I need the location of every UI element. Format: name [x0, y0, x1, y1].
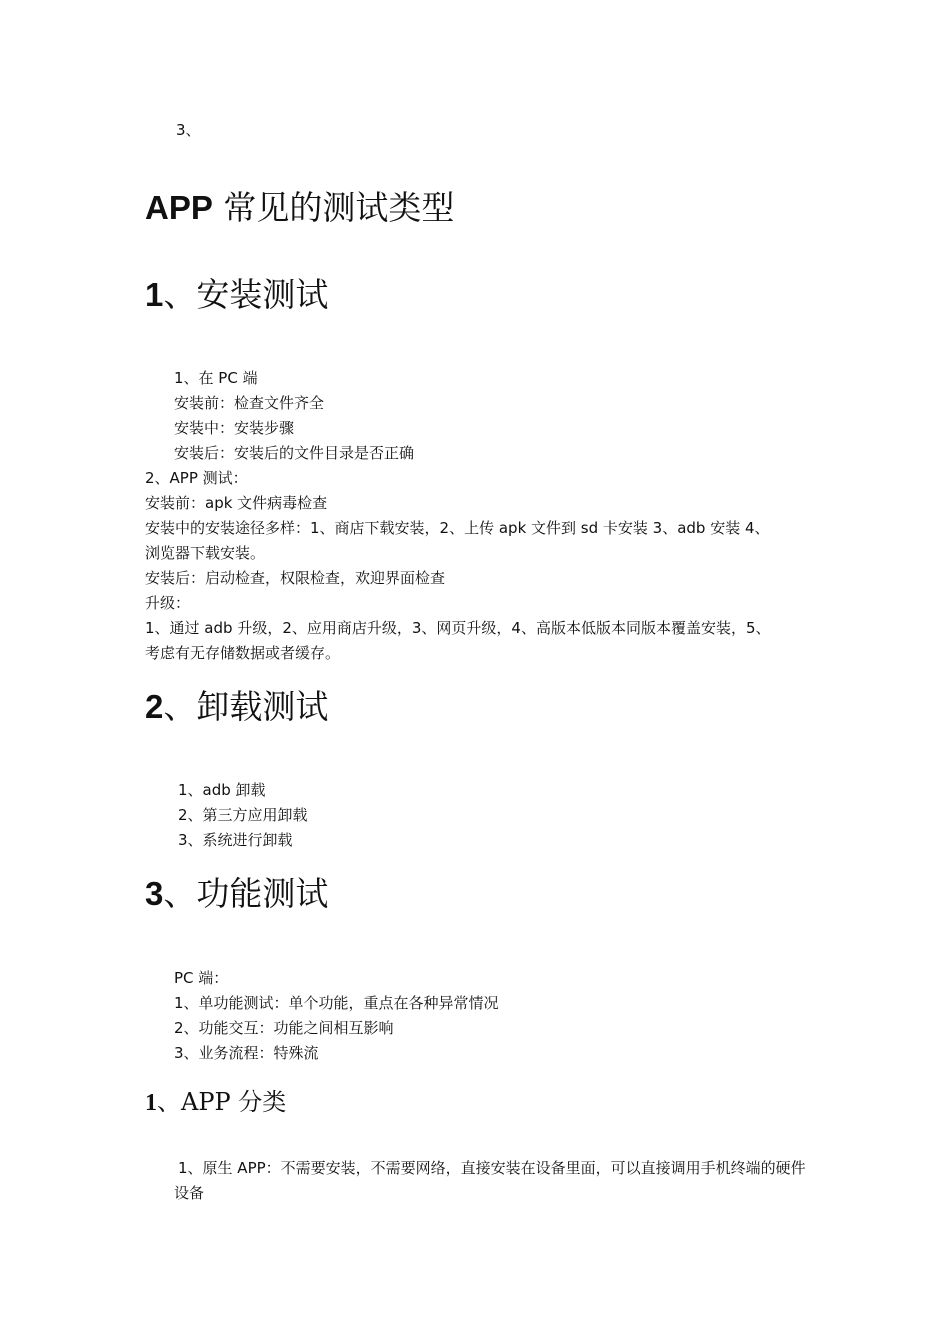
section-number: 1: [145, 276, 164, 313]
install-line-11: 1、通过 adb 升级，2、应用商店升级，3、网页升级，4、高版本低版本同版本覆盖安装，5、: [145, 619, 771, 637]
install-line-1: 1、在 PC 端: [174, 369, 258, 387]
section-heading-install: [145, 275, 328, 315]
install-line-9: 安装后：启动检查，权限检查，欢迎界面检查: [145, 569, 446, 587]
function-line-3: 2、功能交互：功能之间相互影响: [174, 1019, 394, 1037]
top-marker: 3、: [176, 121, 201, 139]
uninstall-line-1: 1、adb 卸载: [178, 781, 266, 799]
install-line-12: 考虑有无存储数据或者缓存。: [145, 644, 341, 662]
main-title-prefix: APP: [145, 189, 213, 226]
install-line-8: 浏览器下载安装。: [145, 544, 266, 562]
install-line-5: 2、APP 测试：: [145, 469, 248, 487]
section-title: 、功能测试: [163, 874, 329, 913]
section-number: 2: [145, 688, 164, 725]
uninstall-line-2: 2、第三方应用卸载: [178, 806, 308, 824]
section-heading-function: [145, 874, 328, 914]
install-line-2: 安装前：检查文件齐全: [174, 394, 325, 412]
install-line-3: 安装中：安装步骤: [174, 419, 295, 437]
function-line-4: 3、业务流程：特殊流: [174, 1044, 319, 1062]
install-line-10: 升级：: [145, 594, 191, 612]
subheading-title: 、APP 分类: [157, 1088, 287, 1116]
main-title-text: 常见的测试类型: [223, 188, 455, 227]
uninstall-line-3: 3、系统进行卸载: [178, 831, 293, 849]
install-line-4: 安装后：安装后的文件目录是否正确: [174, 444, 415, 462]
function-line-1: PC 端：: [174, 969, 229, 987]
app-category-paragraph: 1、原生 APP：不需要安装，不需要网络，直接安装在设备里面，可以直接调用手机终端的硬件设备: [174, 1159, 806, 1202]
section-title: 、卸载测试: [163, 687, 329, 726]
install-line-6: 安装前：apk 文件病毒检查: [145, 494, 328, 512]
section-title: 、安装测试: [163, 275, 329, 314]
subheading-app-category: [145, 1087, 286, 1118]
subheading-number: 1: [145, 1090, 157, 1116]
install-line-7: 安装中的安装途径多样：1、商店下载安装，2、上传 apk 文件到 sd 卡安装 3、adb 安装 4、: [145, 519, 770, 537]
function-line-2: 1、单功能测试：单个功能，重点在各种异常情况: [174, 994, 499, 1012]
section-heading-uninstall: [145, 687, 328, 727]
section-number: 3: [145, 875, 164, 912]
main-title: [145, 188, 454, 228]
